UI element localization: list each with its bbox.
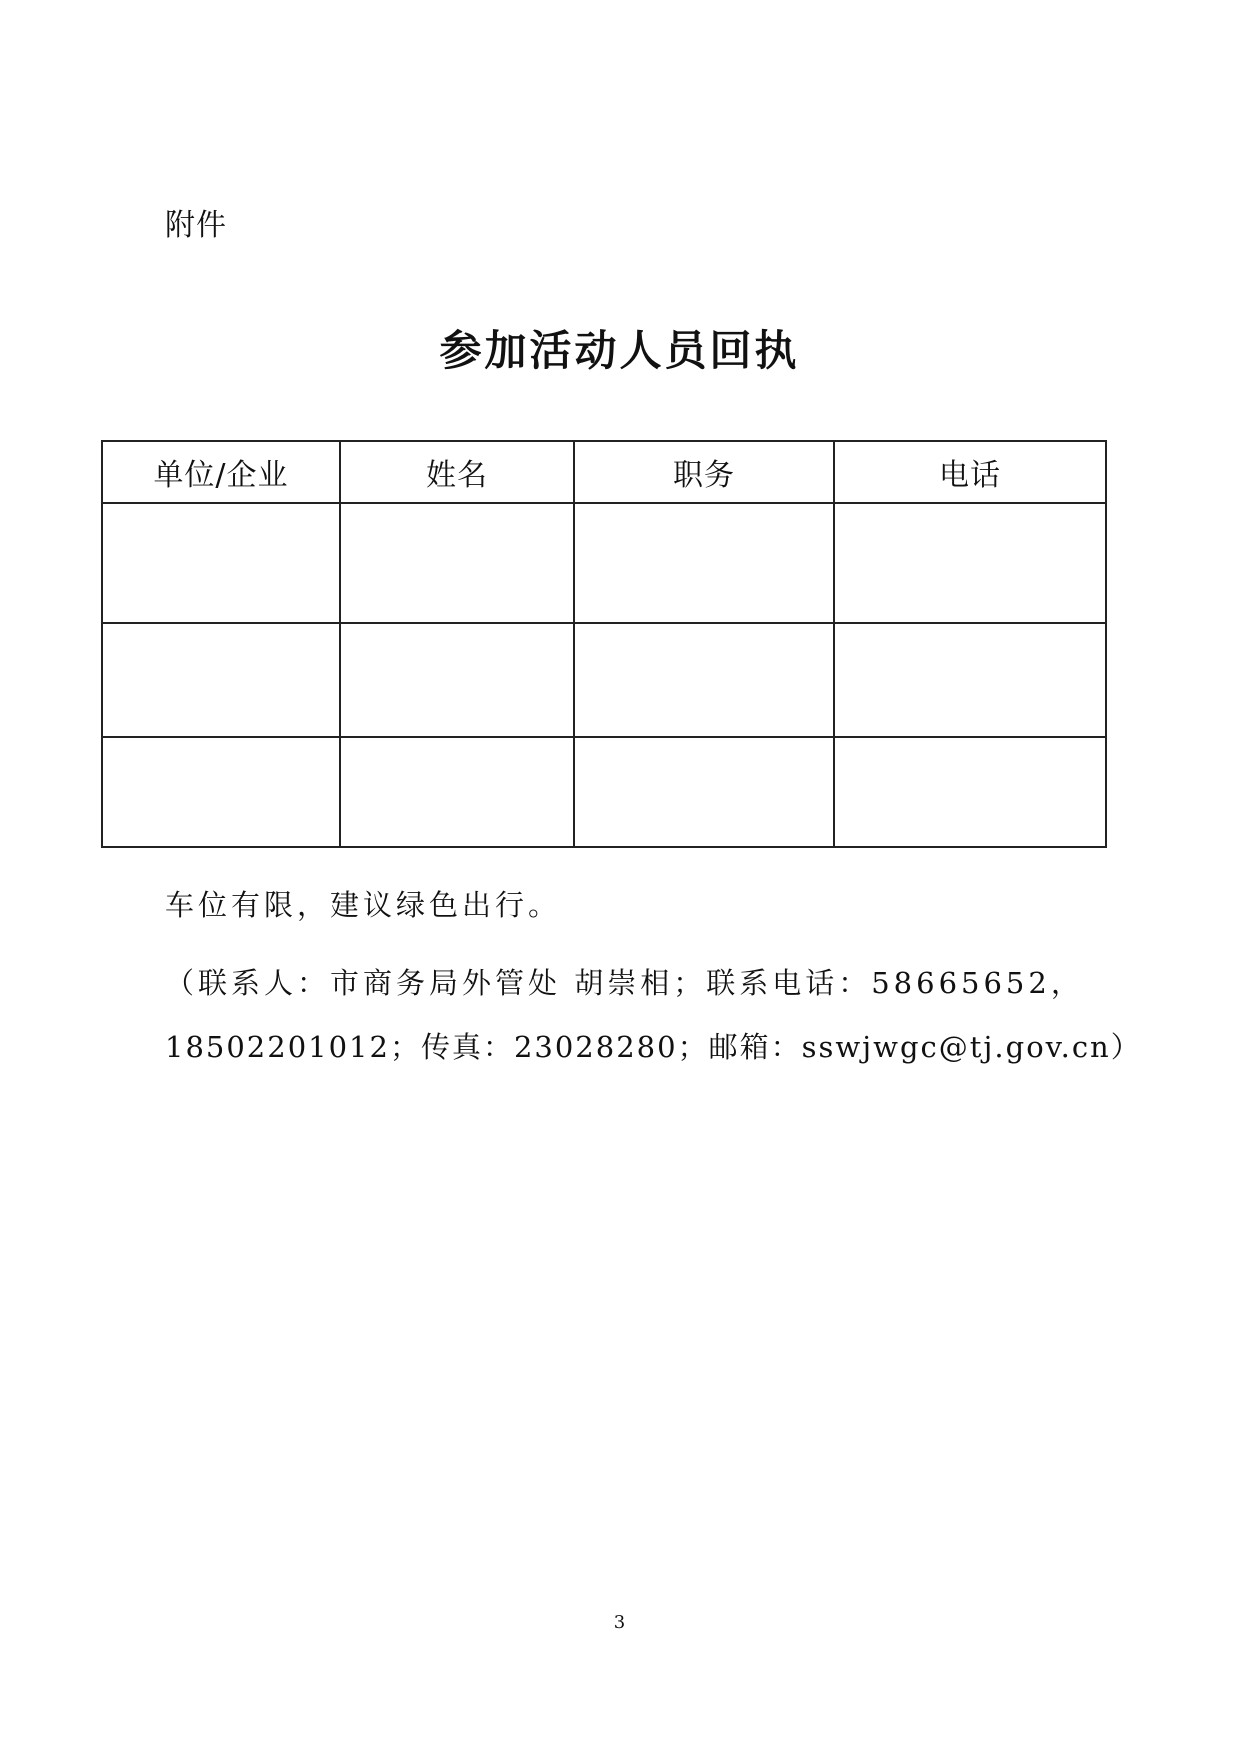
table-cell-name	[340, 503, 574, 623]
page-number: 3	[613, 1612, 626, 1633]
table-cell-organization	[102, 737, 340, 847]
table-row	[102, 623, 1106, 737]
table-cell-phone	[834, 737, 1106, 847]
parking-note: 车位有限，建议绿色出行。	[165, 888, 562, 922]
table-row	[102, 503, 1106, 623]
table-cell-phone	[834, 623, 1106, 737]
table-cell-position	[574, 503, 834, 623]
attachment-label: 附件	[165, 208, 227, 243]
table-cell-phone	[834, 503, 1106, 623]
attendee-receipt-table	[101, 440, 1107, 848]
contact-info-line-2: 18502201012；传真：23028280；邮箱：sswjwgc@tj.gov.cn）	[165, 1030, 1142, 1064]
table-cell-organization	[102, 503, 340, 623]
column-header-name: 姓名	[340, 441, 574, 503]
column-header-organization: 单位/企业	[102, 441, 340, 503]
table-cell-position	[574, 737, 834, 847]
table-row	[102, 737, 1106, 847]
table-cell-name	[340, 623, 574, 737]
table-cell-organization	[102, 623, 340, 737]
document-title: 参加活动人员回执	[439, 326, 800, 375]
column-header-phone: 电话	[834, 441, 1106, 503]
table-header-row	[102, 441, 1106, 503]
column-header-position: 职务	[574, 441, 834, 503]
contact-info-line-1: （联系人：市商务局外管处 胡崇相；联系电话：58665652，	[165, 966, 1084, 1000]
table-cell-position	[574, 623, 834, 737]
table-cell-name	[340, 737, 574, 847]
